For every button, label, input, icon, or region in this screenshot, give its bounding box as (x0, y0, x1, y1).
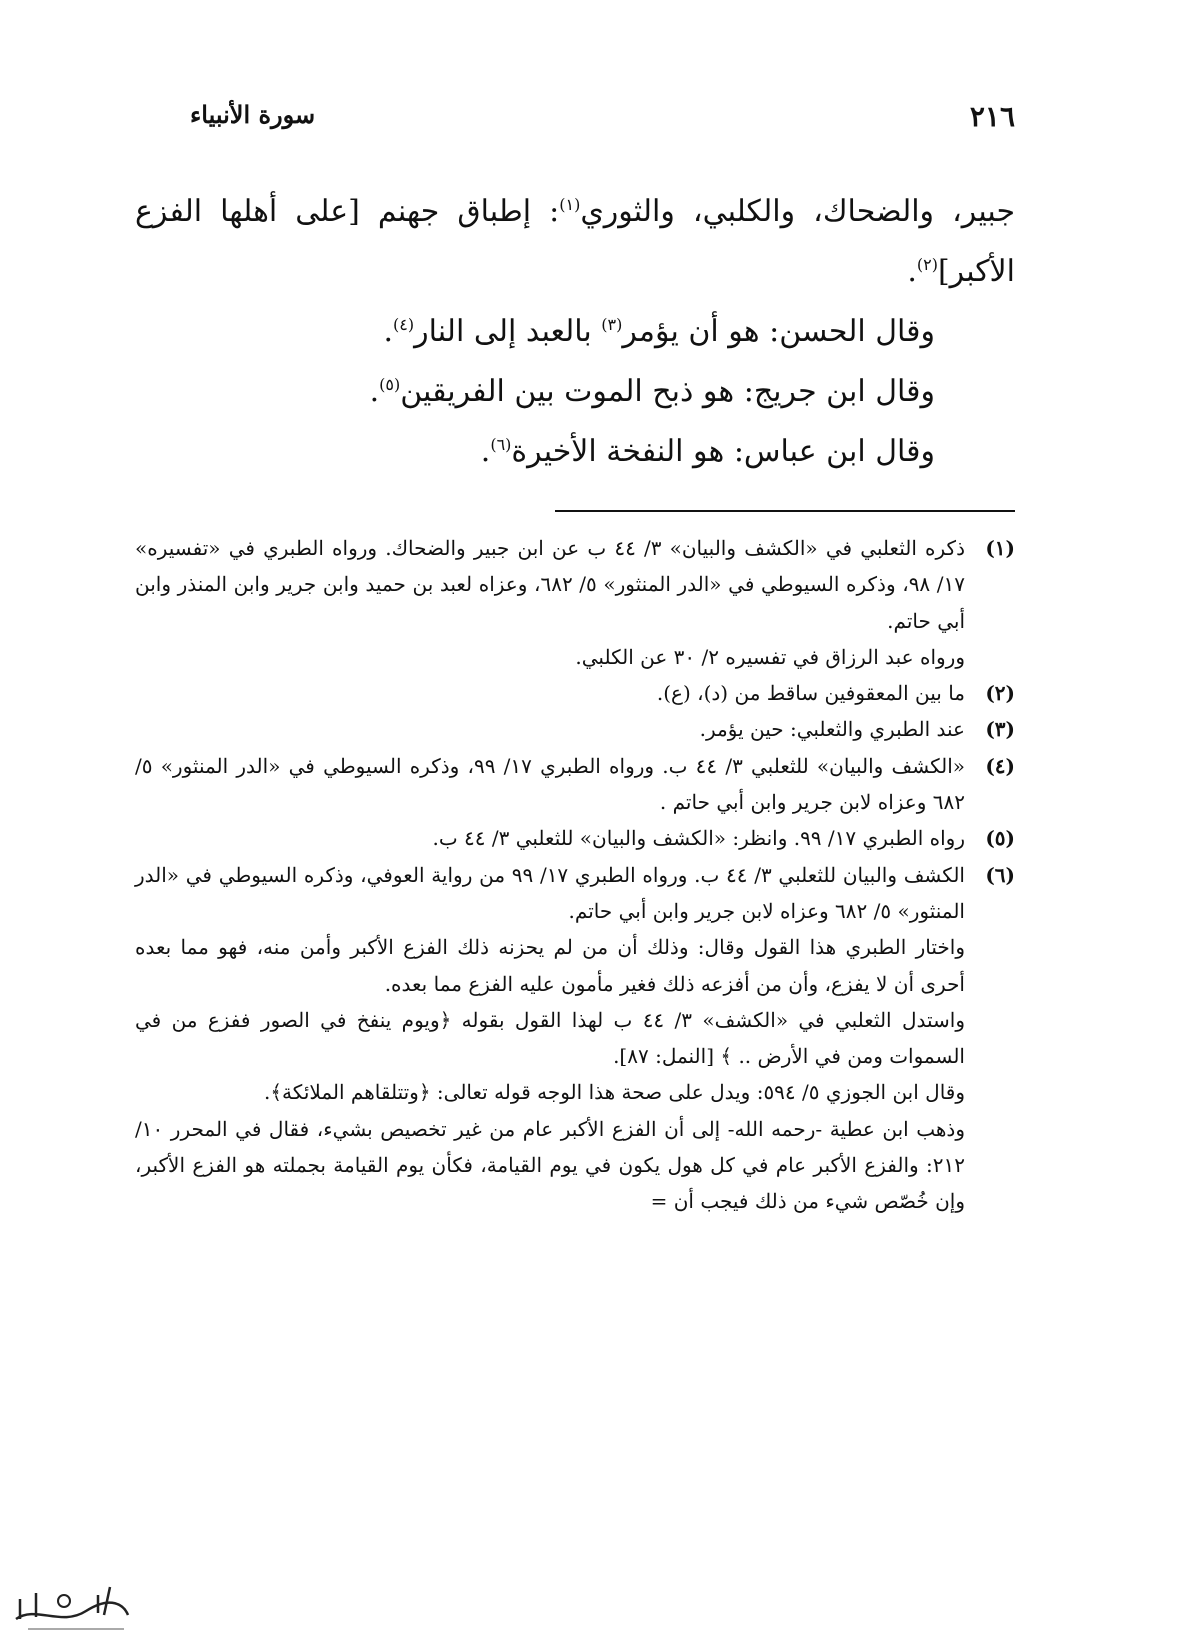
paragraph-3: وقال ابن جريج: هو ذبح الموت بين الفريقين$^{(٥)}$. (369, 374, 935, 409)
paragraph-1: جبير، والضحاك، والكلبي، والثوري$^{(١)}$: إطباق جهنم [على أهلها الفزع الأكبر]$^{(٢)}$. (135, 194, 1015, 289)
footnote-ref-3: (٣) (601, 315, 623, 334)
footnote-6-continuation: واختار الطبري هذا القول وقال: وذلك أن من لم يحزنه ذلك الفزع الأكبر وأمن منه، فهو مما بعده أحرى أن لا يفزع، وأن من أفزعه ذلك فغير مأمون عليه الفزع مما بعده. (135, 935, 965, 996)
footnote-6 (135, 857, 1015, 930)
footnote-text: رواه الطبري ١٧/ ٩٩. وانظر: «الكشف والبيان» للثعلبي ٣/ ٤٤ ب. (432, 826, 965, 851)
footnote-ref-1: (١) (559, 195, 581, 214)
page-number: ٢١٦ (969, 100, 1015, 133)
publisher-logo (6, 1575, 136, 1637)
paragraph-4: وقال ابن عباس: هو النفخة الأخيرة$^{(٦)}$. (480, 434, 935, 469)
footnote-number: (٣) (985, 717, 1015, 742)
footnote-number: (٦) (985, 862, 1015, 887)
footnote-ref-4: (٤) (393, 315, 415, 334)
logo-loop (58, 1595, 70, 1607)
footnote-number: (٤) (985, 753, 1015, 778)
footnote-number: (٢) (985, 681, 1015, 706)
footnote-ref-5: (٥) (379, 375, 401, 394)
footnote-text: عند الطبري والثعلبي: حين يؤمر. (699, 717, 965, 742)
footnote-text: ذكره الثعلبي في «الكشف والبيان» ٣/ ٤٤ ب عن ابن جبير والضحاك. ورواه الطبري في «تفسيره» ١٧/ ٩٨، وذكره السيوطي في «الدر المنثور» ٥/ ٦٨٢، وعزاه لعبد بن حميد وابن جرير وابن المنذر وابن أبي حاتم. (135, 536, 965, 633)
footnote-text: ما بين المعقوفين ساقط من (د)، (ع). (656, 681, 965, 706)
footnote-1 (135, 530, 1015, 675)
footnote-text: الكشف والبيان للثعلبي ٣/ ٤٤ ب. ورواه الطبري ١٧/ ٩٩ من رواية العوفي، وذكره السيوطي في «الدر المنثور» ٥/ ٦٨٢ وعزاه لابن جرير وابن أبي حاتم. (135, 862, 965, 923)
footnote-separator (555, 510, 1015, 512)
footnote-ref-2: (٢) (916, 255, 938, 274)
footnote-4 (135, 748, 1015, 821)
main-text (135, 182, 1015, 482)
footnote-3 (135, 711, 1015, 747)
surah-title: سورة الأنبياء (190, 100, 316, 129)
footnote-text: ورواه عبد الرزاق في تفسيره ٢/ ٣٠ عن الكلبي. (575, 644, 965, 669)
footnotes (135, 530, 1015, 1220)
footnote-6-continuation: واستدل الثعلبي في «الكشف» ٣/ ٤٤ ب لهذا القول بقوله ﴿ويوم ينفخ في الصور ففزع من في السموات ومن في الأرض .. ﴾ [النمل: ٨٧]. (135, 1007, 965, 1069)
footnote-text: «الكشف والبيان» للثعلبي ٣/ ٤٤ ب. ورواه الطبري ١٧/ ٩٩، وذكره السيوطي في «الدر المنثور» ٥/ ٦٨٢ وعزاه لابن جرير وابن أبي حاتم . (135, 753, 965, 815)
logo-swash (16, 1603, 128, 1619)
paragraph-2: وقال الحسن: هو أن يؤمر$^{(٣)}$ بالعبد إلى النار$^{(٤)}$. (383, 314, 935, 349)
footnote-6-continuation: وذهب ابن عطية -رحمه الله- إلى أن الفزع الأكبر عام من غير تخصيص بشيء، فقال في المحرر ١٠/ ٢١٢: والفزع الأكبر عام في كل هول يكون في يوم القيامة، فكأن يوم القيامة بجملته هو الفزع الأكبر، وإن خُصّص شيء من ذلك فيجب أن = (135, 1116, 965, 1214)
footnote-5 (135, 820, 1015, 856)
footnote-2 (135, 675, 1015, 711)
page-header (190, 100, 1015, 140)
footnote-number: (١) (985, 536, 1015, 560)
footnote-number: (٥) (985, 826, 1015, 851)
footnote-ref-6: (٦) (490, 435, 512, 454)
footnote-6-continuation: وقال ابن الجوزي ٥/ ٥٩٤: ويدل على صحة هذا الوجه قوله تعالى: ﴿وتتلقاهم الملائكة﴾. (263, 1080, 965, 1105)
